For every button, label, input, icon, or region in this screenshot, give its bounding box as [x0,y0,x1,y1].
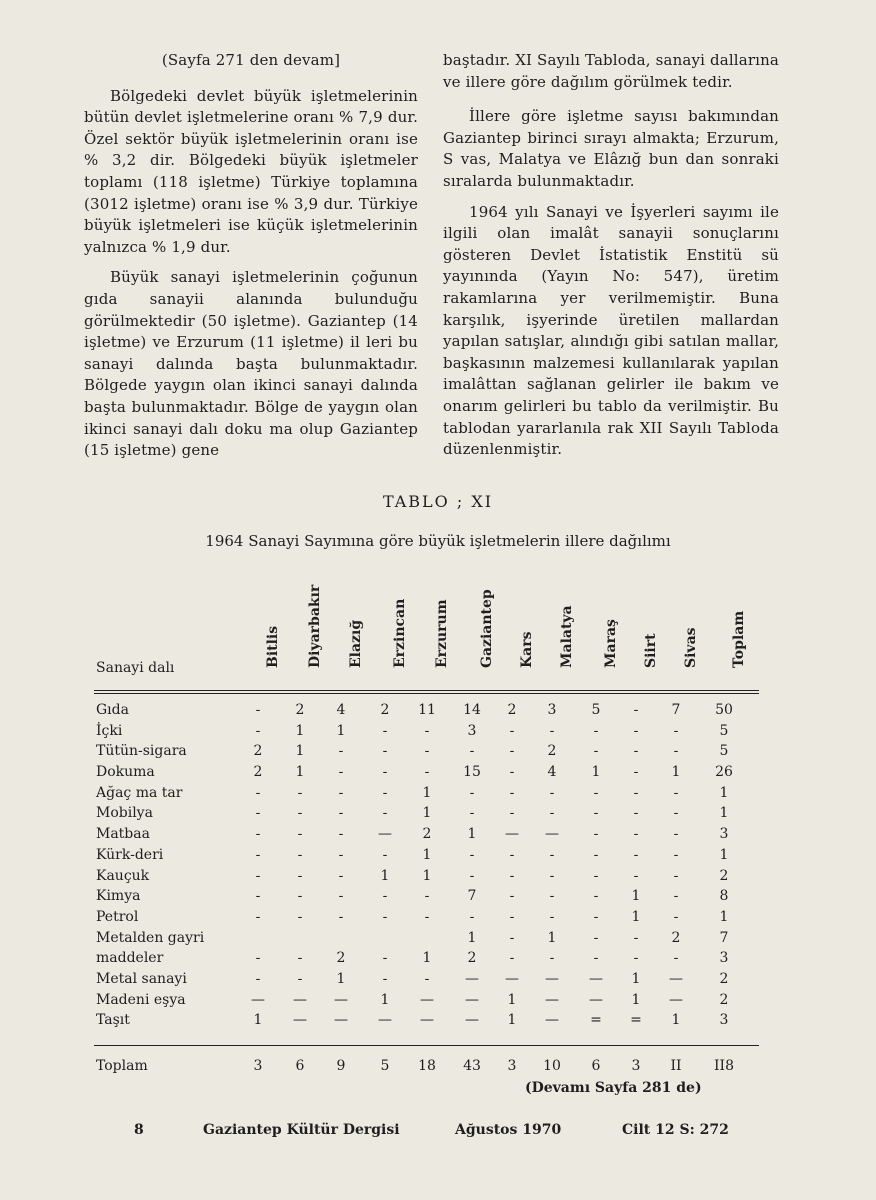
table-cell: 3 [719,1012,729,1029]
table-cell: 1 [295,743,305,760]
table-cell: - [633,722,639,739]
table-cell: - [633,846,639,863]
table-cell: 7 [671,702,681,718]
table-cell: - [255,805,261,822]
table-body [94,702,759,1033]
table-cell: — [589,991,603,1008]
row-label: Metalden gayri [96,929,205,946]
table-cell: - [338,867,344,884]
table-cell: 7 [467,888,477,905]
table-cell: - [673,784,679,801]
row-label: Tütün-sigara [96,743,187,760]
table-cell: - [382,743,388,760]
table-cell: - [382,764,388,781]
table-cell: - [673,908,679,925]
table-cell: - [382,722,388,739]
paragraph: Bölgedeki devlet büyük işletmelerinin bütün devlet işletmelerine oranı % 7,9 dur. Özel sektör büyük işletmelerinin oranı ise % 3,2 dir. Bölgedeki büyük işletmeler toplamı (118 işletme) Türkiye toplamına (3012 işletme) oranı ise % 3,9 dur. Türkiye büyük işletmeleri ise küçük işletmelerinin yalnızca % 1,9 dur. [84,86,418,256]
totals-label: Toplam [96,1058,148,1074]
table-cell: - [633,950,639,967]
table-cell: - [382,784,388,801]
row-label: Kimya [96,888,141,905]
table-row [94,888,759,909]
table-cell: 14 [463,702,481,718]
table-cell: - [633,805,639,822]
totals-cell: 3 [253,1058,263,1074]
column-header [711,598,747,684]
totals-cell: 6 [295,1058,305,1074]
table-cell: 1 [631,991,641,1008]
table-caption: 1964 Sanayi Sayımına göre büyük işletmelerin illere dağılımı [205,532,671,550]
table-row [94,723,759,744]
table-cell: - [633,826,639,843]
table-cell: - [509,743,515,760]
table-cell: 2 [380,702,390,718]
table-cell: 2 [719,991,729,1008]
table-cell: 2 [253,764,263,781]
table-row [94,1012,759,1033]
table-cell: — [545,991,559,1008]
table-cell: — [545,970,559,987]
table-cell: = [630,1012,642,1029]
table-row [94,868,759,889]
table-cell: 1 [631,908,641,925]
table-cell: - [509,784,515,801]
table-cell: 2 [719,867,729,884]
column-header-label: Bitlis [265,625,281,668]
table-cell: - [509,722,515,739]
table-row [94,971,759,992]
table-row [94,847,759,868]
row-label: İçki [96,722,123,739]
table-cell: - [469,867,475,884]
table-cell: 1 [253,1012,263,1029]
table-cell: 4 [336,702,346,718]
table-cell: 8 [719,888,729,905]
table-cell: 1 [380,991,390,1008]
table-cell: - [509,888,515,905]
row-label: maddeler [96,950,164,967]
totals-cell: II8 [714,1058,734,1074]
totals-cell: 18 [418,1058,436,1074]
table-cell: 1 [631,970,641,987]
totals-cell: 43 [463,1058,481,1074]
column-header [583,598,619,684]
table-cell: — [420,1012,434,1029]
table-row [94,702,759,723]
table-cell: — [465,970,479,987]
table-cell: - [633,929,639,946]
table-cell: - [382,950,388,967]
table-cell: — [293,1012,307,1029]
table-cell: 2 [671,929,681,946]
row-label: Kürk-deri [96,846,164,863]
table-cell: - [549,846,555,863]
totals-cell: 3 [631,1058,641,1074]
column-header-label: Sivas [683,627,699,668]
table-cell: 1 [422,867,432,884]
table-cell: - [509,929,515,946]
table-cell: — [545,826,559,843]
table-cell: - [424,888,430,905]
table-cell: — [293,991,307,1008]
table-cell: - [469,784,475,801]
table-cell: - [673,722,679,739]
table-cell: - [633,743,639,760]
table-cell: - [593,888,599,905]
table-cell: - [297,950,303,967]
table-cell: - [297,970,303,987]
table-cell: - [297,805,303,822]
table-cell: - [382,908,388,925]
table-cell: 1 [295,764,305,781]
table-cell: 1 [719,846,729,863]
left-text-column [84,50,418,471]
column-header [459,589,495,684]
table-cell: - [509,764,515,781]
table-cell: - [424,743,430,760]
paragraph: 1964 yılı Sanayi ve İşyerleri sayımı ile ilgili olan imalât sanayii sonuçlarını gösteren Devlet İstatistik Enstitü sü yayınında (Yayın No: 547), üretim rakamlarına yer verilmemiştir. Buna karşılık, işyerinde üretilen mallardan yapılan satışlar, alındığı gibi satılan mallar, başkasının malzemesi kullanılarak yapılan imalâttan sağlanan gelirler ile bakım ve onarım gelirleri bu tablo da verilmiştir. Bu tablodan yararlanıla rak XII Sayılı Tabloda düzenlenmiştir. [443,202,779,459]
table-cell: - [509,805,515,822]
table-cell: - [297,784,303,801]
totals-cell: 6 [591,1058,601,1074]
continuation-header: (Sayfa 271 den devam] [161,51,341,69]
table-cell: — [669,970,683,987]
page-number: 8 [134,1122,144,1138]
table-cell: - [469,805,475,822]
totals-cell: 9 [336,1058,346,1074]
table-cell: - [549,950,555,967]
table-cell: - [297,888,303,905]
table-cell: 26 [715,764,733,781]
row-label: Ağaç ma tar [96,784,183,801]
row-label: Madeni eşya [96,991,186,1008]
table-cell: - [593,867,599,884]
table-cell: 1 [467,826,477,843]
table-cell: - [549,908,555,925]
table-cell: 3 [719,826,729,843]
table-cell: — [465,1012,479,1029]
table-cell: 11 [418,702,436,718]
table-cell: - [633,784,639,801]
table-cell: - [673,826,679,843]
column-header-label: Toplam [731,610,747,668]
table-cell: - [255,826,261,843]
table-cell: - [338,784,344,801]
table-cell: - [338,764,344,781]
table-cell: — [420,991,434,1008]
table-cell: — [334,991,348,1008]
table-cell: 2 [253,743,263,760]
column-header [328,598,364,684]
row-header-label: Sanayi dalı [96,660,175,676]
totals-cell: 5 [380,1058,390,1074]
table-cell: — [334,1012,348,1029]
paragraph: İllere göre işletme sayısı bakımından Gaziantep birinci sırayı almakta; Erzurum, S vas, Malatya ve Elâzığ bun dan sonraki sıralarda bulunmaktadır. [443,107,779,190]
paragraph: baştadır. XI Sayılı Tabloda, sanayi dallarına ve illere göre dağılım görülmek tedir. [443,51,779,91]
table-cell: - [593,950,599,967]
table-cell: 1 [295,722,305,739]
column-header-label: Malatya [559,605,575,668]
row-label: Petrol [96,908,139,925]
table-cell: 2 [719,970,729,987]
table-cell: 1 [719,784,729,801]
column-header-label: Erzincan [392,598,408,668]
table-cell: - [593,929,599,946]
row-label: Matbaa [96,826,150,843]
table-cell: 1 [719,805,729,822]
table-cell: - [633,867,639,884]
table-cell: - [509,908,515,925]
paragraph: Büyük sanayi işletmelerinin çoğunun gıda sanayii alanında bulunduğu görülmektedir (50 işletme). Gaziantep (14 işletme) ve Erzurum (11 işletme) il leri bu sanayi dalında başta bulunmaktadır. Bölgede yaygın olan ikinci sanayi dalında başta bulunmaktadır. Bölge de yaygın olan ikinci sanayi dalı doku ma olup Gaziantep (15 işletme) gene [84,268,418,460]
column-header [663,598,699,684]
table-cell: 1 [336,970,346,987]
table-cell: 1 [336,722,346,739]
table-cell: 1 [547,929,557,946]
column-header [623,598,659,684]
table-cell: 3 [719,950,729,967]
table-cell: — [505,970,519,987]
table-cell: 50 [715,702,733,718]
table-cell: - [424,722,430,739]
table-cell: 2 [467,950,477,967]
table-cell: - [549,888,555,905]
table-cell: 5 [591,702,601,718]
table-cell: — [251,991,265,1008]
table-cell: - [255,846,261,863]
table-cell: — [465,991,479,1008]
totals-row [94,1058,759,1078]
table-cell: 5 [719,743,729,760]
column-header [287,584,323,684]
table-cell: 15 [463,764,481,781]
table-row [94,785,759,806]
table-rule-bottom [94,1045,759,1046]
table-cell: - [255,702,261,718]
table-cell: 2 [547,743,557,760]
table-cell: - [593,826,599,843]
table-cell: 3 [547,702,557,718]
table-cell: = [590,1012,602,1029]
table-cell: - [509,950,515,967]
table-cell: - [382,970,388,987]
table-cell: - [424,908,430,925]
table-cell: 2 [336,950,346,967]
totals-cell: 10 [543,1058,561,1074]
table-cell: 1 [671,764,681,781]
table-cell: - [593,743,599,760]
table-cell: - [297,846,303,863]
table-cell: — [378,1012,392,1029]
table-cell: 5 [719,722,729,739]
right-text-column [443,50,779,470]
table-cell: - [673,950,679,967]
table-cell: - [255,908,261,925]
table-row [94,992,759,1013]
table-cell: — [378,826,392,843]
table-cell: — [589,970,603,987]
column-header [539,598,575,684]
table-cell: - [633,702,639,718]
table-row [94,826,759,847]
table-cell: 1 [507,991,517,1008]
table-cell: - [338,743,344,760]
column-header [245,598,281,684]
table-cell: 1 [591,764,601,781]
row-label: Dokuma [96,764,155,781]
table-row [94,950,759,971]
table-cell: - [255,950,261,967]
table-cell: - [673,743,679,760]
table-cell: - [549,805,555,822]
table-cell: 1 [631,888,641,905]
table-cell: - [255,888,261,905]
column-header-label: Erzurum [434,599,450,668]
table-cell: 1 [422,784,432,801]
table-cell: - [424,764,430,781]
table-cell: - [338,888,344,905]
journal-name: Gaziantep Kültür Dergisi [203,1122,400,1138]
column-header-label: Siirt [643,633,659,668]
table-cell: - [338,805,344,822]
table-cell: - [673,805,679,822]
table-cell: - [255,784,261,801]
totals-cell: II [670,1058,682,1074]
table-cell: 1 [422,805,432,822]
table-cell: - [549,722,555,739]
table-cell: - [549,867,555,884]
table-cell: - [509,846,515,863]
table-cell: - [424,970,430,987]
table-cell: - [549,784,555,801]
column-header [414,598,450,684]
row-label: Mobilya [96,805,153,822]
table-cell: — [669,991,683,1008]
table-cell: 2 [422,826,432,843]
table-row [94,930,759,951]
table-cell: - [297,826,303,843]
totals-cell: 3 [507,1058,517,1074]
column-header-label: Maraş [603,619,619,668]
row-label: Gıda [96,702,129,718]
table-cell: - [297,908,303,925]
table-cell: - [593,846,599,863]
row-label: Metal sanayi [96,970,187,987]
table-cell: - [509,867,515,884]
table-cell: 2 [507,702,517,718]
column-header-label: Kars [519,631,535,668]
table-cell: - [673,888,679,905]
table-heading: TABLO ; XI [382,492,494,511]
table-cell: - [382,805,388,822]
table-cell: - [593,784,599,801]
table-row [94,764,759,785]
column-header-label: Gaziantep [479,589,495,668]
table-cell: — [545,1012,559,1029]
row-label: Kauçuk [96,867,150,884]
table-cell: - [593,908,599,925]
issue-date: Ağustos 1970 [455,1122,562,1138]
table-cell: 4 [547,764,557,781]
row-label: Taşıt [96,1012,130,1029]
table-cell: 7 [719,929,729,946]
table-cell: — [505,826,519,843]
table-cell: - [338,908,344,925]
table-cell: - [469,908,475,925]
table-cell: 3 [467,722,477,739]
table-cell: - [593,722,599,739]
table-cell: - [255,867,261,884]
table-cell: - [469,846,475,863]
table-cell: 1 [422,846,432,863]
table-cell: - [382,888,388,905]
table-cell: - [469,743,475,760]
table-cell: - [593,805,599,822]
table-cell: 1 [380,867,390,884]
table-cell: - [382,846,388,863]
table-cell: 1 [507,1012,517,1029]
table-cell: - [673,867,679,884]
table-cell: 1 [671,1012,681,1029]
continued-note: (Devamı Sayfa 281 de) [525,1080,702,1096]
table-cell: - [633,764,639,781]
column-header-label: Diyarbakır [307,584,323,668]
table-cell: - [255,722,261,739]
column-header [499,598,535,684]
table-row [94,743,759,764]
table-cell: - [338,846,344,863]
table-cell: 1 [719,908,729,925]
table-rule-top-double [94,693,759,694]
column-header [372,598,408,684]
table-cell: 2 [295,702,305,718]
table-cell: - [673,846,679,863]
table-cell: 1 [467,929,477,946]
table-cell: - [255,970,261,987]
table-cell: 1 [422,950,432,967]
table-row [94,909,759,930]
table-cell: - [338,826,344,843]
table-cell: - [297,867,303,884]
volume-info: Cilt 12 S: 272 [622,1122,729,1138]
column-header-label: Elazığ [348,619,364,668]
table-row [94,805,759,826]
table-rule-top [94,690,759,691]
